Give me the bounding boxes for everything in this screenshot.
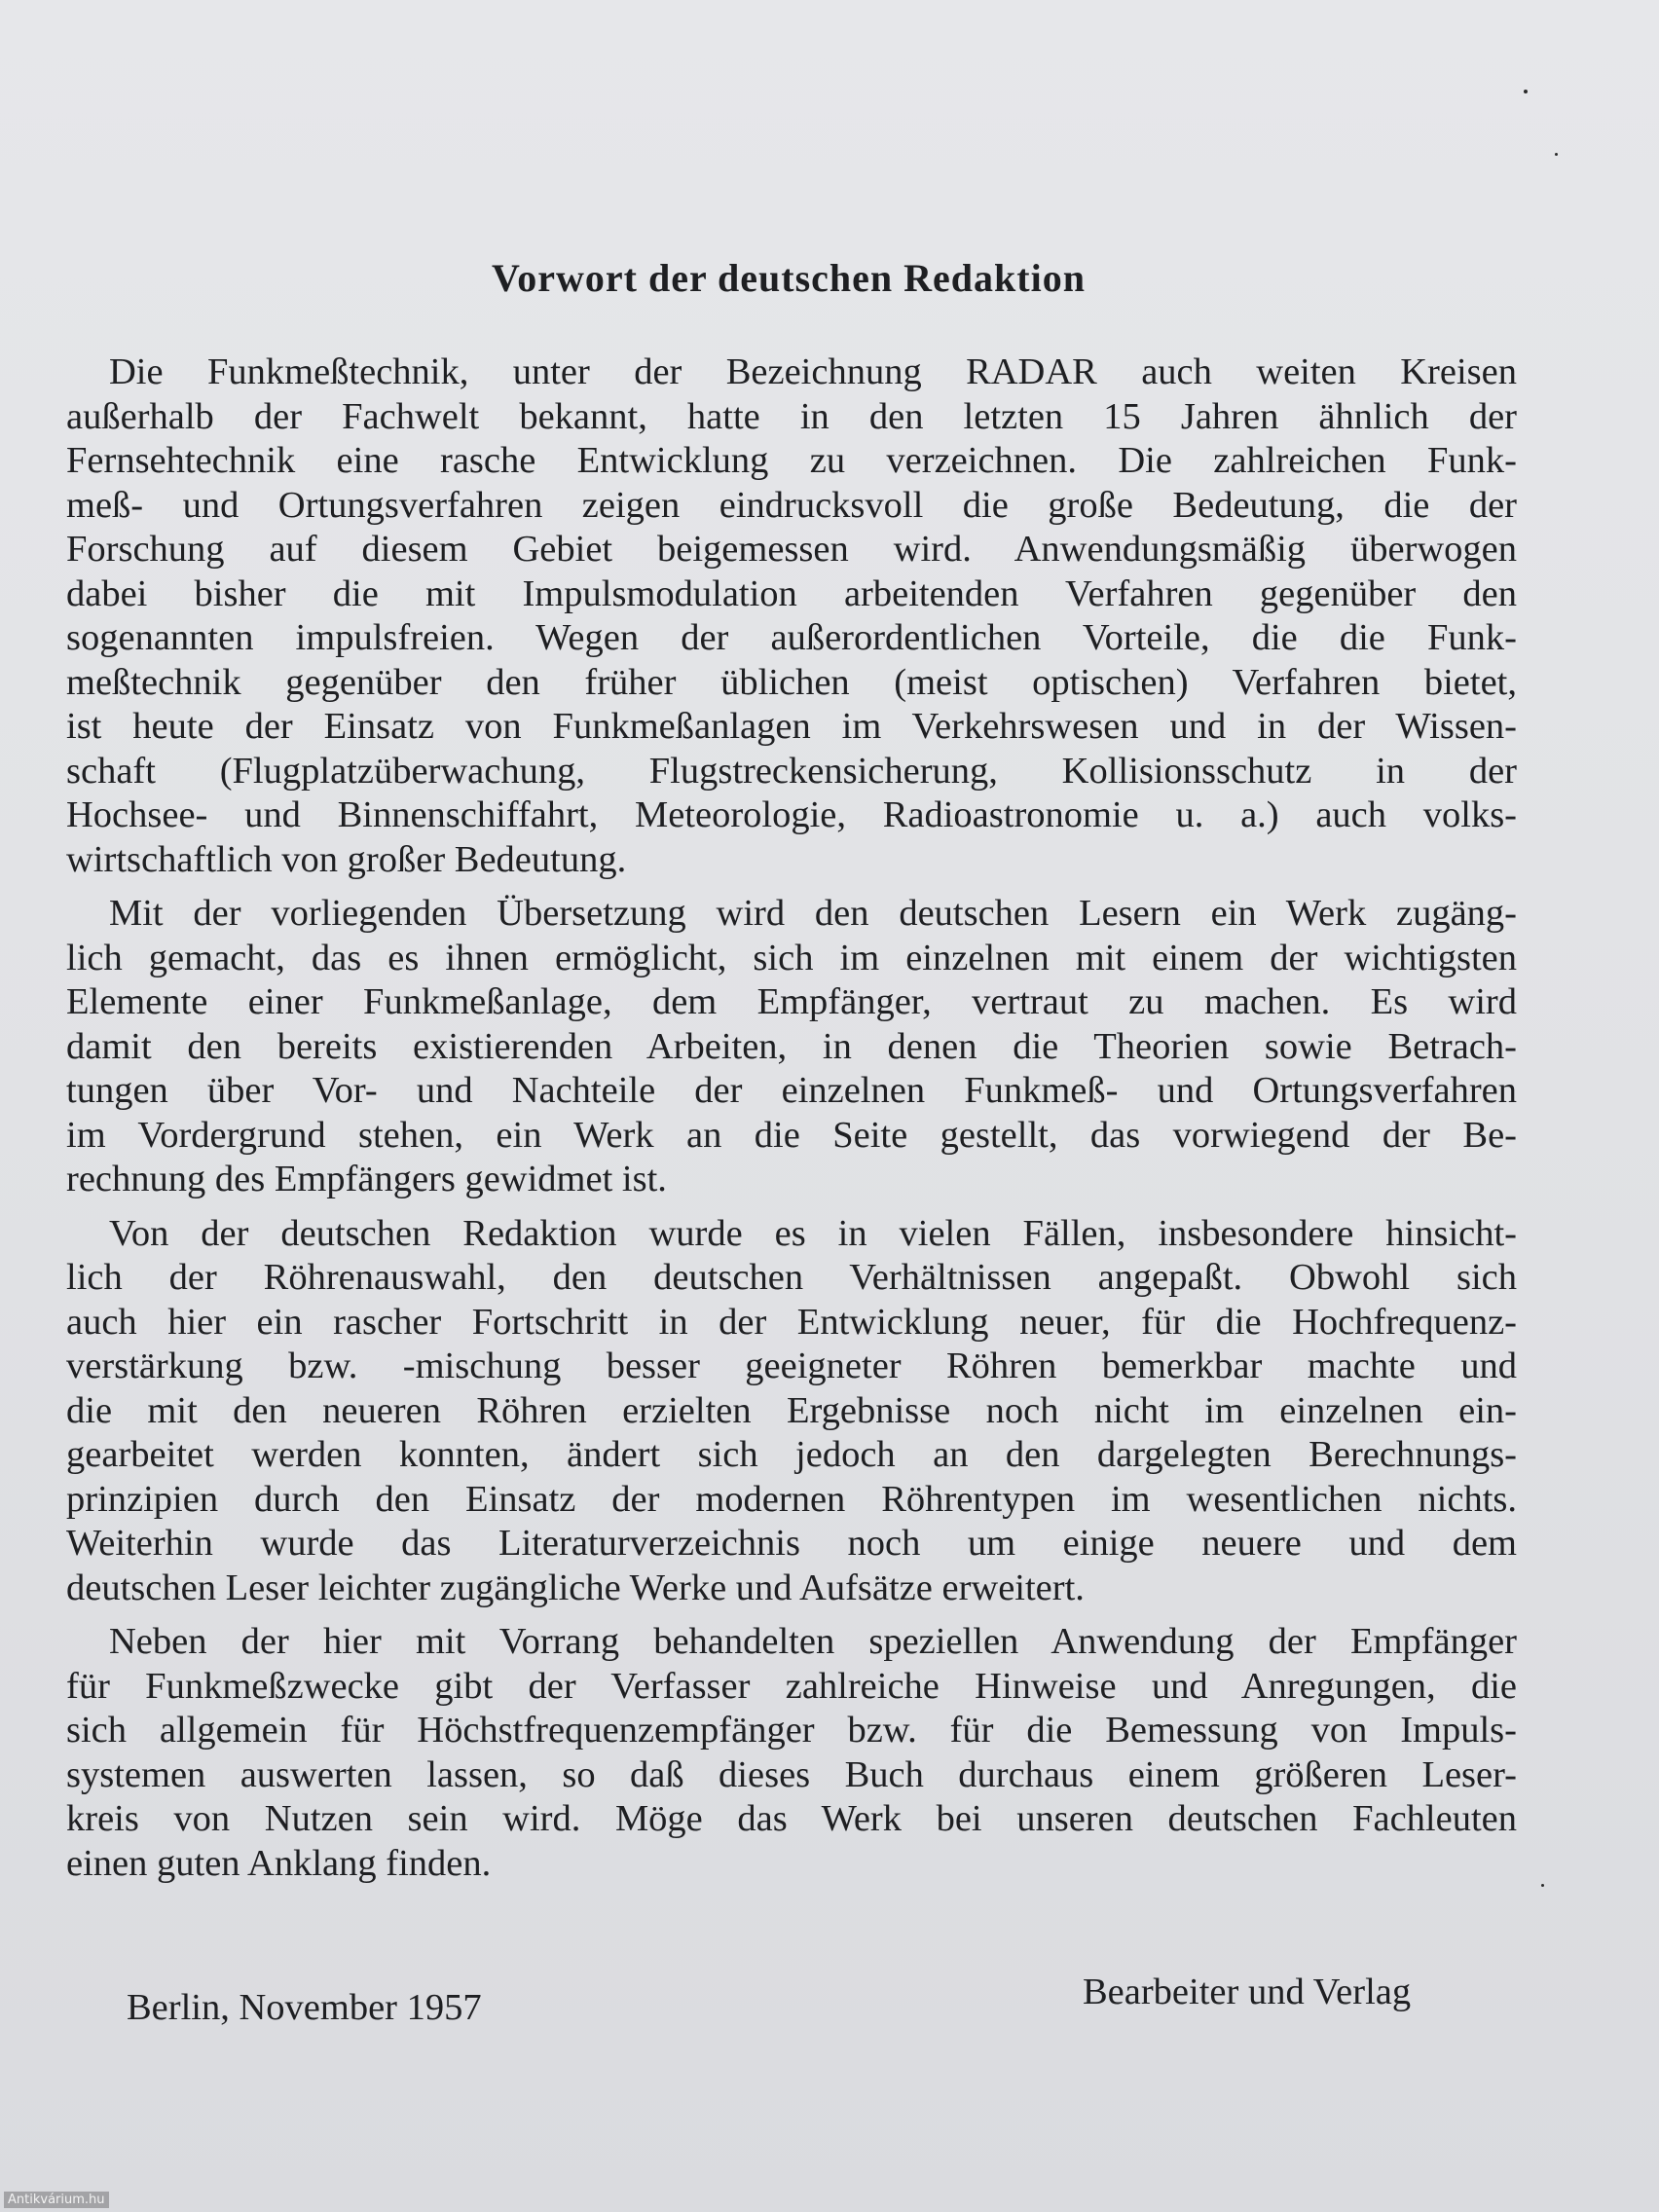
paragraph-2 — [66, 892, 1517, 1202]
speck-mark — [1541, 1884, 1544, 1887]
text-line: deutschen Leser leichter zugängliche Werke und Aufsätze erweitert. — [66, 1567, 1085, 1608]
paragraph-4 — [66, 1620, 1517, 1886]
text-line: meßtechnik gegenüber den früher üblichen (meist optischen) Verfahren bietet, — [66, 661, 1517, 703]
text-line: die mit den neueren Röhren erzielten Ergebnisse noch nicht im einzelnen ein- — [66, 1389, 1517, 1431]
text-line: damit den bereits existierenden Arbeiten, in denen die Theorien sowie Betrach- — [66, 1025, 1517, 1067]
text-line: für Funkmeßzwecke gibt der Verfasser zahlreiche Hinweise und Anregungen, die — [66, 1665, 1517, 1707]
text-line: Weiterhin wurde das Literaturverzeichnis noch um einige neuere und dem — [66, 1523, 1517, 1564]
text-line: dabei bisher die mit Impulsmodulation arbeitenden Verfahren gegenüber den — [66, 572, 1517, 614]
text-line: Hochsee- und Binnenschiffahrt, Meteorologie, Radioastronomie u. a.) auch volks- — [66, 794, 1517, 835]
text-line: Von der deutschen Redaktion wurde es in vielen Fällen, insbesondere hinsicht- — [109, 1212, 1517, 1254]
text-line: prinzipien durch den Einsatz der modernen Röhrentypen im wesentlichen nichts. — [66, 1478, 1517, 1520]
text-line: Neben der hier mit Vorrang behandelten speziellen Anwendung der Empfänger — [109, 1621, 1517, 1662]
text-line: tungen über Vor- und Nachteile der einzelnen Funkmeß- und Ortungsverfahren — [66, 1070, 1517, 1111]
text-line: sogenannten impulsfreien. Wegen der außerordentlichen Vorteile, die die Funk- — [66, 617, 1517, 658]
text-line: Die Funkmeßtechnik, unter der Bezeichnung RADAR auch weiten Kreisen — [109, 351, 1517, 392]
text-line: Mit der vorliegenden Übersetzung wird den deutschen Lesern ein Werk zugäng- — [109, 893, 1517, 934]
text-line: ist heute der Einsatz von Funkmeßanlagen im Verkehrswesen und in der Wissen- — [66, 706, 1517, 747]
text-line: meß- und Ortungsverfahren zeigen eindrucksvoll die große Bedeutung, die der — [66, 484, 1517, 526]
text-line: Fernsehtechnik eine rasche Entwicklung zu verzeichnen. Die zahlreichen Funk- — [66, 440, 1517, 481]
text-line: Elemente einer Funkmeßanlage, dem Empfänger, vertraut zu machen. Es wird — [66, 981, 1517, 1022]
text-line: Forschung auf diesem Gebiet beigemessen wird. Anwendungsmäßig überwogen — [66, 529, 1517, 570]
text-line: verstärkung bzw. -mischung besser geeigneter Röhren bemerkbar machte und — [66, 1346, 1517, 1386]
foreword-body — [66, 350, 1517, 1896]
text-line: einen guten Anklang finden. — [66, 1842, 492, 1884]
text-line: gearbeitet werden konnten, ändert sich jedoch an den dargelegten Berechnungs- — [66, 1434, 1517, 1475]
text-line: lich gemacht, das es ihnen ermöglicht, sich im einzelnen mit einem der wichtigsten — [66, 937, 1517, 978]
watermark: Antikvárium.hu — [4, 2192, 109, 2208]
paragraph-3 — [66, 1212, 1517, 1611]
text-line: kreis von Nutzen sein wird. Möge das Werk bei unseren deutschen Fachleuten — [66, 1798, 1517, 1839]
text-line: lich der Röhrenauswahl, den deutschen Verhältnissen angepaßt. Obwohl sich — [66, 1257, 1517, 1298]
signature: Bearbeiter und Verlag — [1083, 1972, 1412, 2012]
text-line: im Vordergrund stehen, ein Werk an die Seite gestellt, das vorwiegend der Be- — [66, 1114, 1517, 1156]
speck-mark — [1555, 153, 1558, 156]
text-line: schaft (Flugplatzüberwachung, Flugstreckensicherung, Kollisionsschutz in der — [66, 750, 1517, 792]
text-line: außerhalb der Fachwelt bekannt, hatte in den letzten 15 Jahren ähnlich der — [66, 395, 1517, 437]
text-line: systemen auswerten lassen, so daß dieses Buch durchaus einem größeren Leser- — [66, 1753, 1517, 1795]
place-date: Berlin, November 1957 — [127, 1987, 482, 2028]
text-line: sich allgemein für Höchstfrequenzempfänger bzw. für die Bemessung von Impuls- — [66, 1710, 1517, 1751]
page-title: Vorwort der deutschen Redaktion — [492, 256, 1086, 300]
speck-mark — [1524, 90, 1528, 93]
text-line: auch hier ein rascher Fortschritt in der Entwicklung neuer, für die Hochfrequenz- — [66, 1301, 1517, 1343]
text-line: rechnung des Empfängers gewidmet ist. — [66, 1159, 667, 1199]
paragraph-1 — [66, 350, 1517, 882]
text-line: wirtschaftlich von großer Bedeutung. — [66, 838, 627, 880]
